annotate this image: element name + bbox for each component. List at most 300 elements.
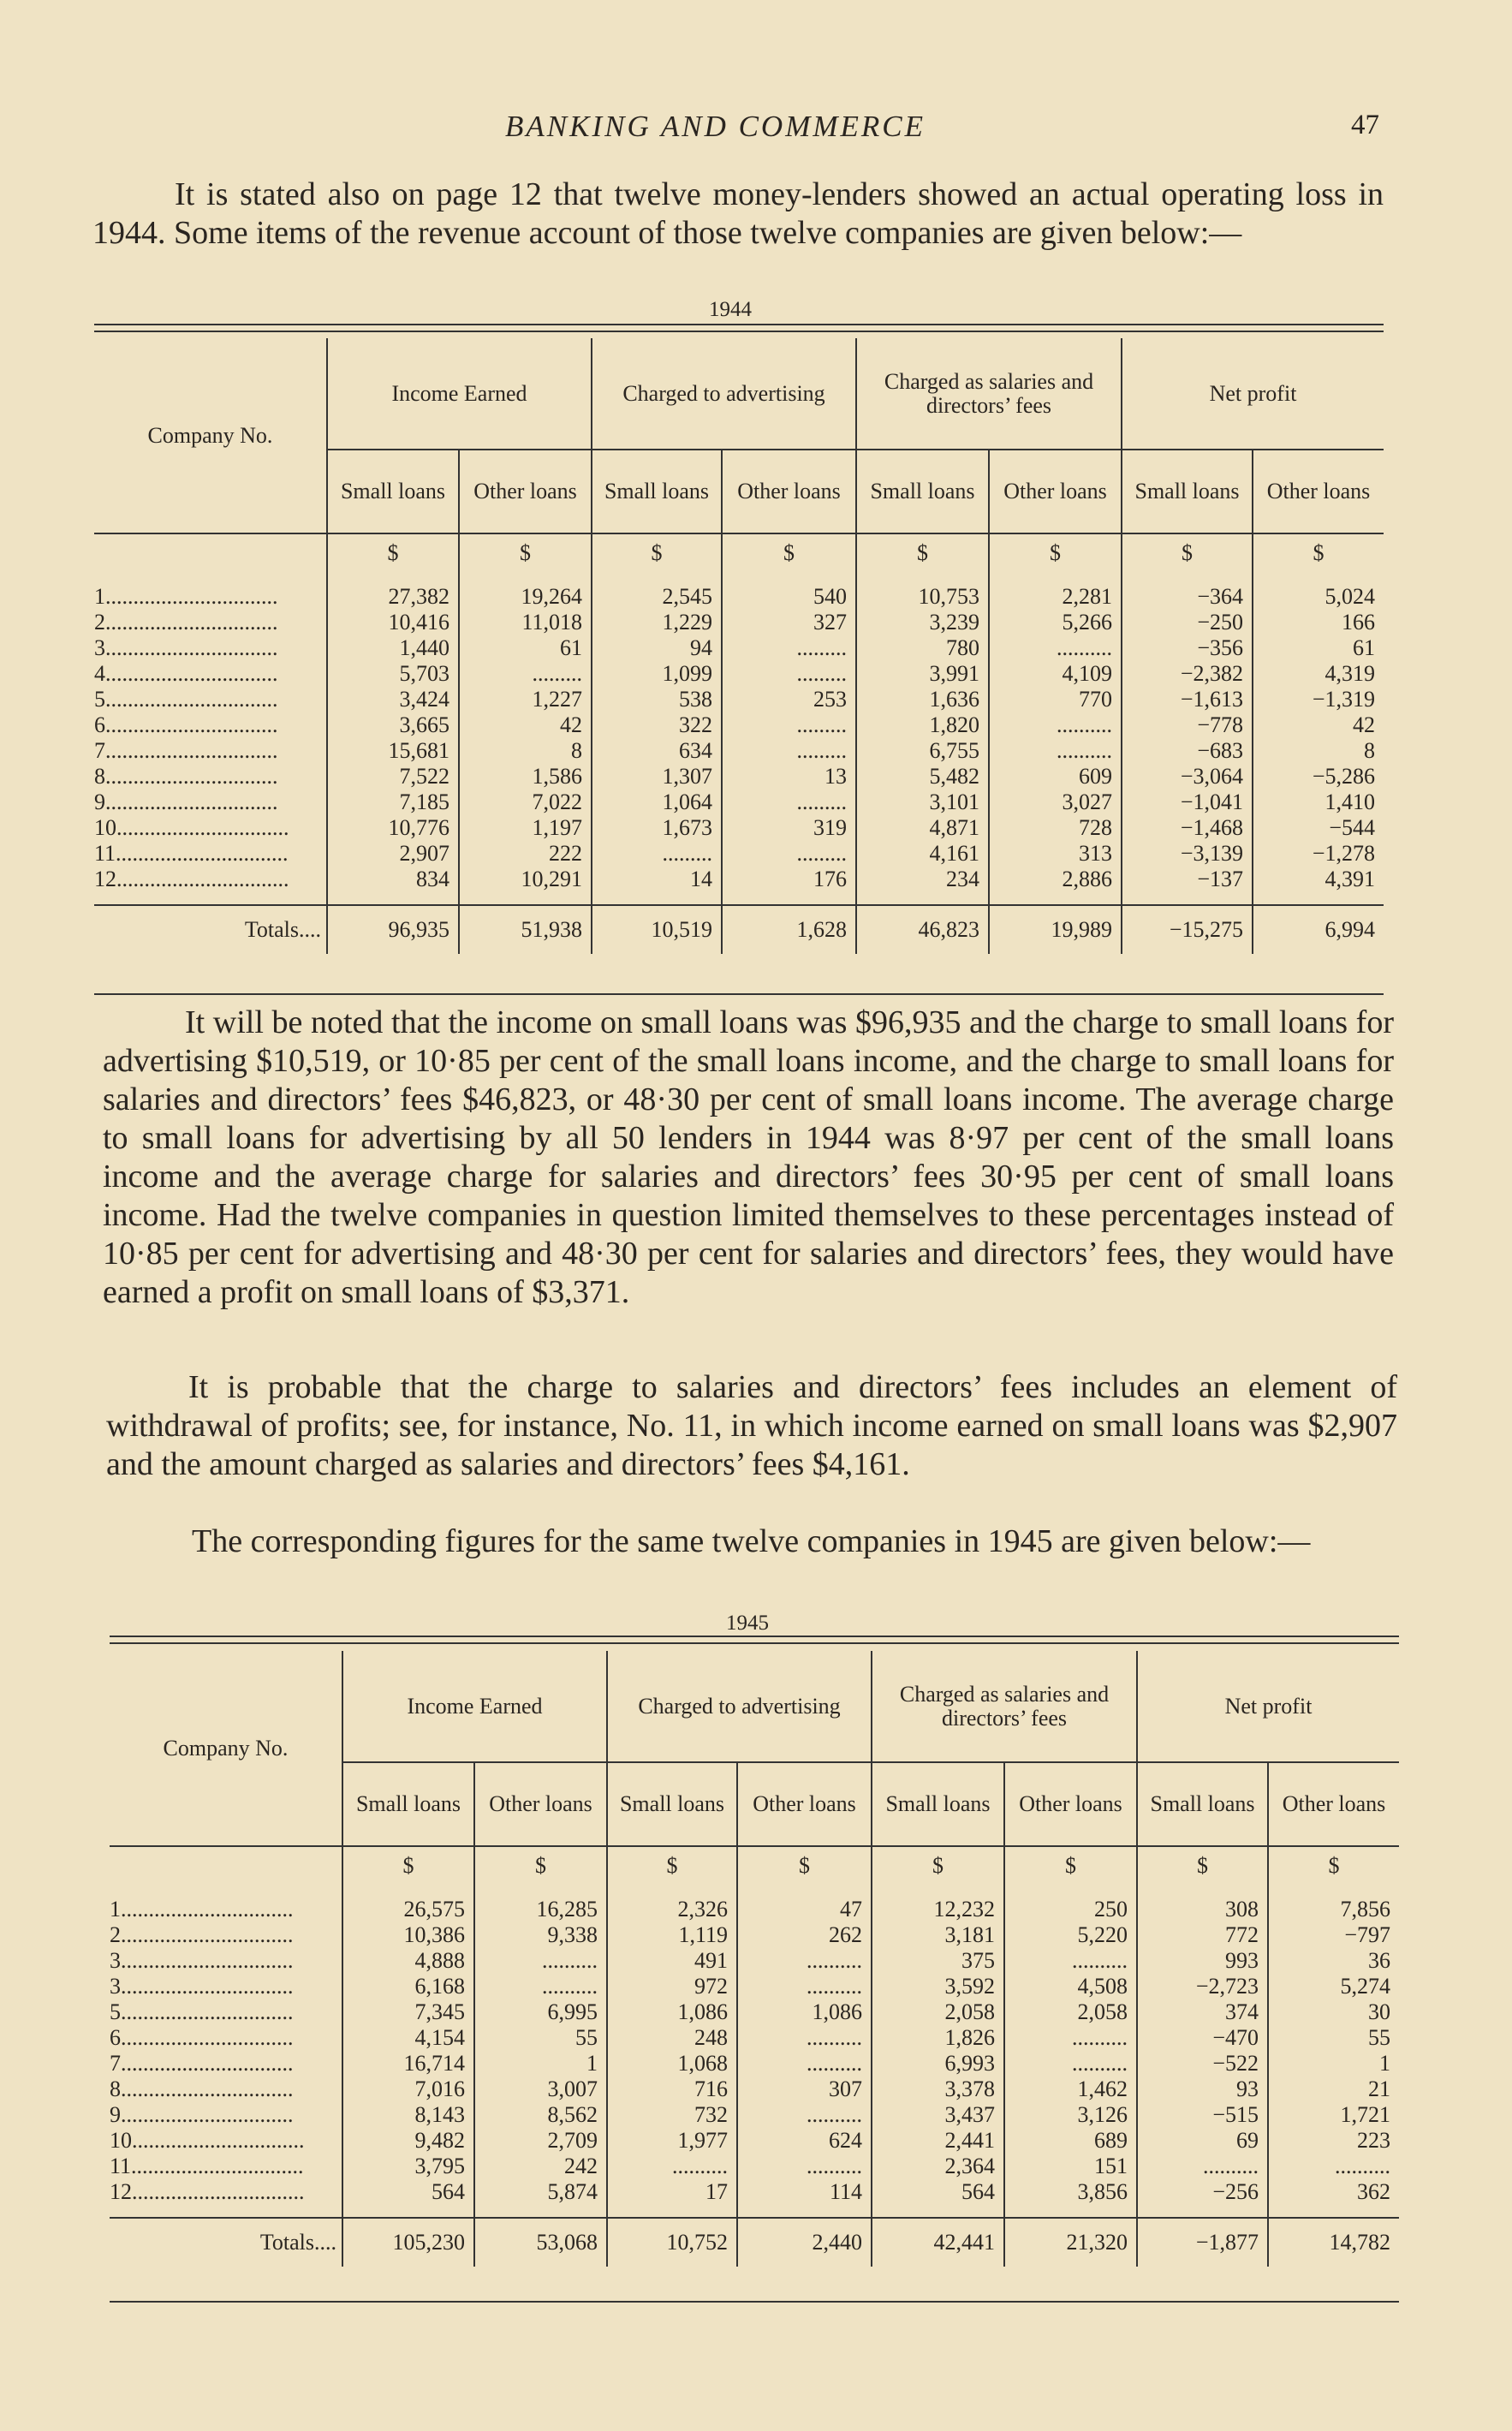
table-cell: −2,723 [1137,1974,1268,1999]
table-cell: 21 [1268,2076,1399,2102]
table-row [110,2179,1399,2205]
company-number: 2............................... [94,610,278,635]
table-cell: 151 [1004,2154,1137,2179]
table-cell: 770 [989,687,1122,712]
table-cell: 1,586 [459,764,592,789]
table-cell: 3,665 [327,712,459,738]
table-cell: .......... [1137,2154,1268,2179]
company-number: 6............................... [94,712,278,737]
table-cell: 3,991 [856,661,989,687]
table-cell: 2,886 [989,867,1122,892]
table-cell: 2,907 [327,841,459,867]
company-number: 4............................... [94,661,278,686]
unit-dollar: $ [737,1846,872,1885]
table-cell: −1,468 [1122,815,1253,841]
company-number: 3............................... [94,635,278,660]
table-cell: 55 [1268,2025,1399,2051]
table-cell: 1 [474,2051,607,2076]
subcol-other-loans: Other loans [722,450,856,533]
table-cell: 3,795 [342,2154,474,2179]
company-number: 12............................... [94,867,289,891]
company-number: 11............................... [110,2154,304,2178]
subcol-other-loans: Other loans [1268,1762,1399,1846]
table-cell: 540 [722,584,856,610]
unit-dollar: $ [459,533,592,572]
table-cell: −544 [1253,815,1384,841]
total-cell: 10,519 [592,905,722,954]
table-cell: 3,378 [872,2076,1004,2102]
table-row [94,712,1384,738]
table-cell: 5,482 [856,764,989,789]
table-cell: −1,319 [1253,687,1384,712]
table-cell: 362 [1268,2179,1399,2205]
table-cell: .......... [737,1948,872,1974]
table-cell: 14 [592,867,722,892]
table-cell: 11,018 [459,610,592,635]
company-number: 7............................... [110,2051,294,2076]
table-cell: 1 [1268,2051,1399,2076]
units-row [110,1846,1399,1885]
table-cell: .......... [474,1974,607,1999]
table-cell: 16,285 [474,1897,607,1922]
table-cell: .......... [737,2025,872,2051]
company-number: 7............................... [94,738,278,763]
table-cell: −1,041 [1122,789,1253,815]
table-cell: 1,229 [592,610,722,635]
table-cell: 4,161 [856,841,989,867]
table-cell: .......... [1268,2154,1399,2179]
table-cell: −1,278 [1253,841,1384,867]
total-cell: −1,877 [1137,2218,1268,2267]
table-cell: 42 [459,712,592,738]
table-row [110,1999,1399,2025]
company-no-header: Company No. [110,1651,342,1846]
table-cell: 634 [592,738,722,764]
table-cell: 5,874 [474,2179,607,2205]
table-cell: 2,058 [872,1999,1004,2025]
table-cell: 2,326 [607,1897,737,1922]
salaries-fees-header: Charged as salaries and directors’ fees [872,1651,1137,1762]
table-cell: 3,126 [1004,2102,1137,2128]
unit-dollar: $ [856,533,989,572]
table-cell: .......... [737,2051,872,2076]
comparison-paragraph: The corresponding figures for the same twelve companies in 1945 are given below:— [192,1523,1311,1559]
net-profit-header: Net profit [1122,338,1384,450]
table-cell: 307 [737,2076,872,2102]
table-cell: 313 [989,841,1122,867]
total-cell: 21,320 [1004,2218,1137,2267]
table-cell: 17 [607,2179,737,2205]
table-cell: 166 [1253,610,1384,635]
table-cell: −3,064 [1122,764,1253,789]
table-cell: 993 [1137,1948,1268,1974]
table-cell: 375 [872,1948,1004,1974]
table-cell: 728 [989,815,1122,841]
unit-dollar: $ [722,533,856,572]
subcol-small-loans: Small loans [592,450,722,533]
table-cell: 772 [1137,1922,1268,1948]
table-cell: 4,319 [1253,661,1384,687]
table-cell: 564 [872,2179,1004,2205]
table-row [110,2154,1399,2179]
table-cell: ......... [722,712,856,738]
table-cell: 19,264 [459,584,592,610]
table-cell: .......... [989,635,1122,661]
table-cell: ......... [722,738,856,764]
table-cell: 176 [722,867,856,892]
table-cell: 10,386 [342,1922,474,1948]
table-cell: 6,755 [856,738,989,764]
table-cell: −515 [1137,2102,1268,2128]
page-header [0,110,1512,152]
table-cell: −683 [1122,738,1253,764]
advertising-header: Charged to advertising [592,338,856,450]
table-cell: 27,382 [327,584,459,610]
company-number: 5............................... [94,687,278,712]
table-cell: 7,522 [327,764,459,789]
table-cell: .......... [1004,1948,1137,1974]
table-cell: 5,274 [1268,1974,1399,1999]
company-number: 3............................... [110,1948,294,1973]
table-cell: 8,143 [342,2102,474,2128]
unit-dollar: $ [327,533,459,572]
table-cell: 1,826 [872,2025,1004,2051]
total-cell: 1,628 [722,905,856,954]
table-cell: −250 [1122,610,1253,635]
table-cell: 7,856 [1268,1897,1399,1922]
company-number: 10............................... [110,2128,305,2153]
table-cell: 3,592 [872,1974,1004,1999]
table-cell: 1,086 [607,1999,737,2025]
subcol-other-loans: Other loans [737,1762,872,1846]
table-cell: 322 [592,712,722,738]
company-number: 5............................... [110,1999,294,2024]
table-cell: 9,482 [342,2128,474,2154]
table-cell: 4,391 [1253,867,1384,892]
table-cell: 8 [459,738,592,764]
table-cell: ......... [722,635,856,661]
table-cell: 5,266 [989,610,1122,635]
table-cell: 93 [1137,2076,1268,2102]
table-row [110,1974,1399,1999]
table-cell: 253 [722,687,856,712]
subcol-other-loans: Other loans [1253,450,1384,533]
subcol-other-loans: Other loans [459,450,592,533]
table-cell: 4,888 [342,1948,474,1974]
net-profit-header: Net profit [1137,1651,1399,1762]
table-cell: 7,185 [327,789,459,815]
subcol-small-loans: Small loans [872,1762,1004,1846]
total-cell: 6,994 [1253,905,1384,954]
table-cell: 223 [1268,2128,1399,2154]
company-number: 10............................... [94,815,289,840]
table-cell: 15,681 [327,738,459,764]
income-earned-header: Income Earned [342,1651,607,1762]
table-cell: 10,291 [459,867,592,892]
table-cell: 3,181 [872,1922,1004,1948]
table-row [110,1922,1399,1948]
table-cell: 689 [1004,2128,1137,2154]
table-cell: −356 [1122,635,1253,661]
table-cell: 2,281 [989,584,1122,610]
unit-dollar: $ [1137,1846,1268,1885]
table-row [94,687,1384,712]
table-row [94,738,1384,764]
table-cell: 242 [474,2154,607,2179]
table-cell: .......... [1004,2025,1137,2051]
income-earned-header: Income Earned [327,338,592,450]
table-cell: 3,027 [989,789,1122,815]
units-row [94,533,1384,572]
unit-dollar: $ [872,1846,1004,1885]
subcol-other-loans: Other loans [1004,1762,1137,1846]
table-cell: −1,613 [1122,687,1253,712]
table-1944-top-rule [94,324,1384,332]
table-cell: −522 [1137,2051,1268,2076]
table-cell: 7,016 [342,2076,474,2102]
table-cell: 94 [592,635,722,661]
table-cell: ......... [592,841,722,867]
table-row [110,2076,1399,2102]
table-cell: 2,545 [592,584,722,610]
subcol-other-loans: Other loans [989,450,1122,533]
table-cell: 69 [1137,2128,1268,2154]
table-row [94,661,1384,687]
table-cell: 538 [592,687,722,712]
table-cell: 1,462 [1004,2076,1137,2102]
total-cell: 96,935 [327,905,459,954]
table-cell: 55 [474,2025,607,2051]
subcol-small-loans: Small loans [1122,450,1253,533]
table-1945-top-rule [110,1636,1399,1644]
table-row [94,610,1384,635]
table-row [110,1897,1399,1922]
table-cell: 47 [737,1897,872,1922]
table-cell: 30 [1268,1999,1399,2025]
table-cell: 6,168 [342,1974,474,1999]
company-number: 8............................... [94,764,278,789]
table-cell: .......... [1004,2051,1137,2076]
table-cell: 4,871 [856,815,989,841]
company-number: 3............................... [110,1974,294,1999]
company-number: 9............................... [110,2102,294,2127]
table-cell: 1,721 [1268,2102,1399,2128]
table-cell: 4,109 [989,661,1122,687]
table-cell: −364 [1122,584,1253,610]
table-cell: 1,197 [459,815,592,841]
table-cell: −2,382 [1122,661,1253,687]
total-cell: 46,823 [856,905,989,954]
subcol-small-loans: Small loans [607,1762,737,1846]
withdrawal-paragraph: It is probable that the charge to salaries and directors’ fees includes an element of withdrawal of profits; see, for instance, No. 11, in which income earned on small loans was $2,907 and the amount charged as salaries and directors’ fees $4,161. [106,1369,1397,1482]
unit-dollar: $ [592,533,722,572]
table-cell: −256 [1137,2179,1268,2205]
table-cell: 8,562 [474,2102,607,2128]
table-cell: 36 [1268,1948,1399,1974]
table-cell: −3,139 [1122,841,1253,867]
total-cell: 53,068 [474,2218,607,2267]
subcol-small-loans: Small loans [856,450,989,533]
table-cell: 248 [607,2025,737,2051]
total-cell: 105,230 [342,2218,474,2267]
table-cell: −797 [1268,1922,1399,1948]
table-1944-bottom-rule [94,993,1384,995]
table-row [94,841,1384,867]
table-cell: −5,286 [1253,764,1384,789]
table-cell: 327 [722,610,856,635]
company-number: 1............................... [94,584,278,609]
table-1944-body [94,584,1384,892]
table-row [94,635,1384,661]
table-cell: ......... [722,789,856,815]
table-row [94,867,1384,892]
table-cell: .......... [989,712,1122,738]
subcol-small-loans: Small loans [342,1762,474,1846]
table-cell: 2,709 [474,2128,607,2154]
table-cell: 1,227 [459,687,592,712]
total-cell: 10,752 [607,2218,737,2267]
table-cell: 3,239 [856,610,989,635]
table-cell: 16,714 [342,2051,474,2076]
table-cell: .......... [737,2154,872,2179]
unit-dollar: $ [474,1846,607,1885]
unit-dollar: $ [1253,533,1384,572]
table-cell: 308 [1137,1897,1268,1922]
table-cell: 4,154 [342,2025,474,2051]
table-cell: 716 [607,2076,737,2102]
table-cell: 1,064 [592,789,722,815]
table-cell: 9,338 [474,1922,607,1948]
table-cell: 234 [856,867,989,892]
table-cell: .......... [737,2102,872,2128]
table-cell: 1,673 [592,815,722,841]
subcol-small-loans: Small loans [1137,1762,1268,1846]
table-cell: 564 [342,2179,474,2205]
table-cell: 1,119 [607,1922,737,1948]
table-row [94,584,1384,610]
table-cell: 42 [1253,712,1384,738]
table-cell: 10,753 [856,584,989,610]
table-cell: 6,995 [474,1999,607,2025]
company-number: 11............................... [94,841,289,866]
page-number: 47 [1351,110,1379,140]
company-number: 8............................... [110,2076,294,2101]
total-cell: 42,441 [872,2218,1004,2267]
table-cell: ......... [722,661,856,687]
table-cell: 834 [327,867,459,892]
company-number: 1............................... [110,1897,294,1922]
company-number: 9............................... [94,789,278,814]
table-cell: 1,977 [607,2128,737,2154]
subcol-small-loans: Small loans [327,450,459,533]
table-cell: 12,232 [872,1897,1004,1922]
table-cell: .......... [989,738,1122,764]
table-cell: 374 [1137,1999,1268,2025]
table-cell: 3,424 [327,687,459,712]
table-cell: 1,410 [1253,789,1384,815]
company-no-header: Company No. [94,338,327,533]
table-1945-year: 1945 [726,1612,769,1635]
totals-row [94,905,1384,954]
table-cell: 5,703 [327,661,459,687]
table-cell: 319 [722,815,856,841]
table-1945 [110,1651,1399,2267]
table-1945-body [110,1897,1399,2205]
table-cell: 780 [856,635,989,661]
table-cell: 5,024 [1253,584,1384,610]
table-cell: 1,636 [856,687,989,712]
total-cell: 14,782 [1268,2218,1399,2267]
table-row [110,2025,1399,2051]
unit-dollar: $ [342,1846,474,1885]
table-cell: 491 [607,1948,737,1974]
table-row [110,2128,1399,2154]
intro-paragraph: It is stated also on page 12 that twelve money-lenders showed an actual operating loss in 1944. Some items of the revenue account of those twelve companies are given below:— [92,176,1384,251]
table-cell: 3,007 [474,2076,607,2102]
table-cell: 61 [459,635,592,661]
table-cell: 609 [989,764,1122,789]
table-cell: 732 [607,2102,737,2128]
table-cell: 250 [1004,1897,1137,1922]
unit-dollar: $ [1004,1846,1137,1885]
table-cell: 972 [607,1974,737,1999]
table-row [94,789,1384,815]
table-cell: 2,058 [1004,1999,1137,2025]
analysis-paragraph: It will be noted that the income on small loans was $96,935 and the charge to small loans for advertising $10,519, or 10·85 per cent of the small loans income, and the charge to small loans for salaries and directors’ fees $46,823, or 48·30 per cent of small loans income. The average charge to small loans for advertising by all 50 lenders in 1944 was 8·97 per cent of the small loans income and the average charge for salaries and directors’ fees 30·95 per cent of small loans income. Had the twelve companies in question limited themselves to these percentages instead of 10·85 per cent for advertising and 48·30 per cent for salaries and directors’ fees, they would have earned a profit on small loans of $3,371. [103,1004,1394,1310]
table-cell: 10,776 [327,815,459,841]
table-cell: 262 [737,1922,872,1948]
totals-row [110,2218,1399,2267]
table-cell: .......... [607,2154,737,2179]
table-cell: 7,345 [342,1999,474,2025]
table-row [110,1948,1399,1974]
table-cell: 114 [737,2179,872,2205]
running-title: BANKING AND COMMERCE [505,110,926,143]
table-row [94,764,1384,789]
table-cell: 5,220 [1004,1922,1137,1948]
table-cell: 8 [1253,738,1384,764]
unit-dollar: $ [1122,533,1253,572]
total-cell: −15,275 [1122,905,1253,954]
unit-dollar: $ [1268,1846,1399,1885]
table-cell: 3,437 [872,2102,1004,2128]
table-cell: 10,416 [327,610,459,635]
table-1945-bottom-rule [110,2301,1399,2303]
table-1944 [94,338,1384,954]
unit-dollar: $ [989,533,1122,572]
table-cell: 26,575 [342,1897,474,1922]
table-cell: 2,364 [872,2154,1004,2179]
table-cell: −137 [1122,867,1253,892]
total-cell: 19,989 [989,905,1122,954]
totals-label: Totals.... [110,2218,342,2267]
company-number: 12............................... [110,2179,305,2204]
table-cell: 1,068 [607,2051,737,2076]
table-cell: 3,101 [856,789,989,815]
unit-dollar: $ [607,1846,737,1885]
table-cell: 1,440 [327,635,459,661]
table-cell: 3,856 [1004,2179,1137,2205]
subcol-other-loans: Other loans [474,1762,607,1846]
table-cell: 1,099 [592,661,722,687]
table-cell: 2,441 [872,2128,1004,2154]
table-1944-year: 1944 [709,298,752,321]
table-cell: 61 [1253,635,1384,661]
table-cell: .......... [737,1974,872,1999]
table-cell: 4,508 [1004,1974,1137,1999]
table-cell: .......... [474,1948,607,1974]
table-row [94,815,1384,841]
